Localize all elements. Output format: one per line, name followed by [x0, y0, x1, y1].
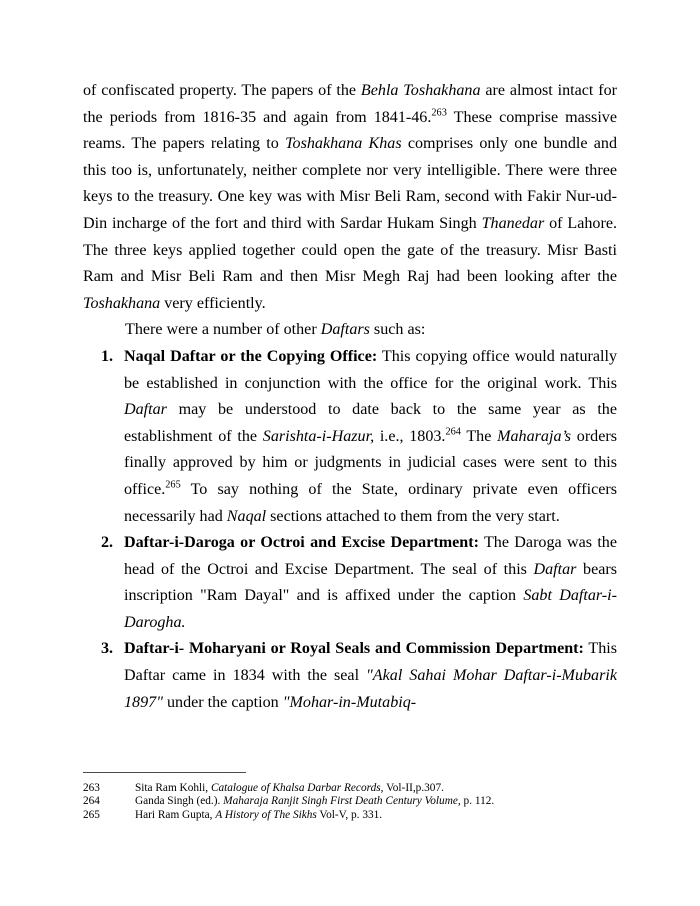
- list-item-heading-2: Daftar-i-Daroga or Octroi and Excise Department:: [124, 534, 479, 552]
- fn264-italic-title: Maharaja Ranjit Singh First Death Century Volume,: [223, 795, 461, 808]
- fn263-run3: Vol-II,p.307.: [383, 782, 444, 794]
- item2-run3: bears inscription "Ram Dayal" and is affixed under the caption: [124, 560, 617, 605]
- fn264-run3: p. 112.: [460, 795, 495, 808]
- item3-run3: under the caption: [162, 693, 283, 711]
- list-item: [83, 636, 617, 716]
- item1-run1: This copying office would naturally be established in conjunction with the office for the original work. This: [124, 347, 617, 392]
- footnote-number-265: 265: [83, 808, 100, 821]
- item3-run1: This Daftar came in 1834 with the seal: [124, 640, 617, 685]
- par2-run1: There were a number of other: [125, 321, 321, 339]
- list-item: [83, 530, 617, 636]
- page-text-column: [83, 78, 617, 716]
- item1-run7: The: [460, 427, 498, 445]
- item1-run9: orders finally approved by him or judgments in judicial cases were sent to this office.: [124, 427, 617, 498]
- item2-italic-daftar: Daftar: [533, 560, 577, 578]
- body-paragraph-2: [83, 317, 617, 344]
- footnotes-section: [83, 772, 617, 822]
- list-item-marker-1: 1.: [101, 347, 114, 365]
- list-item: [83, 344, 617, 530]
- item3-italic-akal-sahai-seal: "Akal Sahai Mohar Daftar-i-Mubarik 1897": [124, 667, 617, 711]
- par2-italic-daftars: Daftars: [320, 321, 370, 339]
- item1-italic-naqal: Naqal: [226, 507, 267, 525]
- item1-run3: may be understood to date back to the same year as the establishment of the: [124, 401, 617, 445]
- footnote-ref-265[interactable]: 265: [165, 479, 181, 491]
- fn265-italic-title: A History of The Sikhs: [215, 808, 317, 821]
- par1-run1: of confiscated property. The papers of the: [83, 82, 361, 99]
- footnote-number-263: 263: [83, 782, 100, 794]
- par1-italic-behla-toshakhana: Behla Toshakhana: [360, 82, 481, 99]
- footnote-text-263: [135, 782, 444, 795]
- footnote-number-264: 264: [83, 795, 100, 808]
- item1-italic-maharajas: Maharaja’s: [497, 427, 572, 445]
- footnote-separator-rule: [83, 772, 246, 773]
- fn263-run1: Sita Ram Kohli,: [135, 782, 211, 794]
- item1-run11: To say nothing of the State, ordinary private even officers necessarily had: [124, 480, 617, 525]
- item1-run13: sections attached to them from the very start.: [266, 507, 560, 525]
- body-paragraph-1: [83, 78, 617, 317]
- item2-italic-sabt-daftar-i-darogha: Sabt Daftar-i- Darogha.: [124, 587, 618, 631]
- item1-italic-daftar: Daftar: [124, 401, 167, 419]
- list-item-heading-3: Daftar-i- Moharyani or Royal Seals and Commission Department:: [124, 640, 584, 658]
- item3-italic-mohar-in-mutabiq: "Mohar-in-Mutabiq-: [282, 693, 417, 711]
- par1-run7: comprises only one bundle and this too is, unfortunately, neither complete nor very intelligible. There were three keys to the treasury. One key was with Misr Beli Ram, second with Fakir Nur-ud-Din incharge of the fort and third with Sardar Hukam Singh: [83, 135, 617, 232]
- par1-run3: are almost intact for the periods from 1816-35 and again from 1841-46.: [83, 82, 617, 126]
- footnote-entry: [83, 809, 617, 822]
- item2-run1: The Daroga was the head of the Octroi and Excise Department. The seal of this: [124, 534, 617, 578]
- footnote-ref-264[interactable]: 264: [445, 426, 461, 438]
- footnote-text-265: [135, 809, 382, 822]
- list-item-marker-2: 2.: [101, 534, 114, 552]
- footnote-entry: [83, 782, 617, 795]
- daftar-list: [83, 344, 617, 716]
- par2-run3: such as:: [369, 321, 426, 339]
- par1-run9: of Lahore. The three keys applied together could open the gate of the treasury. Misr Basti Ram and Misr Beli Ram and then Misr Megh Raj had been looking after the: [83, 214, 617, 286]
- par1-italic-toshakhana-khas: Toshakhana Khas: [285, 135, 402, 153]
- fn263-italic-title: Catalogue of Khalsa Darbar Records,: [210, 782, 384, 794]
- item1-italic-sarishta-i-hazur: Sarishta-i-Hazur,: [262, 427, 375, 445]
- par1-run11: very efficiently.: [160, 294, 266, 312]
- list-item-marker-3: 3.: [101, 640, 114, 658]
- footnote-entry: [83, 795, 617, 808]
- par1-run5: These comprise massive reams. The papers relating to: [83, 108, 617, 153]
- footnote-text-264: [135, 795, 494, 808]
- fn264-run1: Ganda Singh (ed.).: [135, 795, 224, 808]
- fn265-run1: Hari Ram Gupta,: [135, 808, 216, 821]
- par1-italic-toshakhana: Toshakhana: [83, 294, 161, 312]
- item1-run5: i.e., 1803.: [374, 427, 446, 445]
- list-item-heading-1: Naqal Daftar or the Copying Office:: [124, 347, 378, 365]
- footnote-ref-263[interactable]: 263: [431, 107, 447, 119]
- par1-italic-thanedar: Thanedar: [481, 214, 545, 232]
- fn265-run3: Vol-V, p. 331.: [316, 808, 383, 821]
